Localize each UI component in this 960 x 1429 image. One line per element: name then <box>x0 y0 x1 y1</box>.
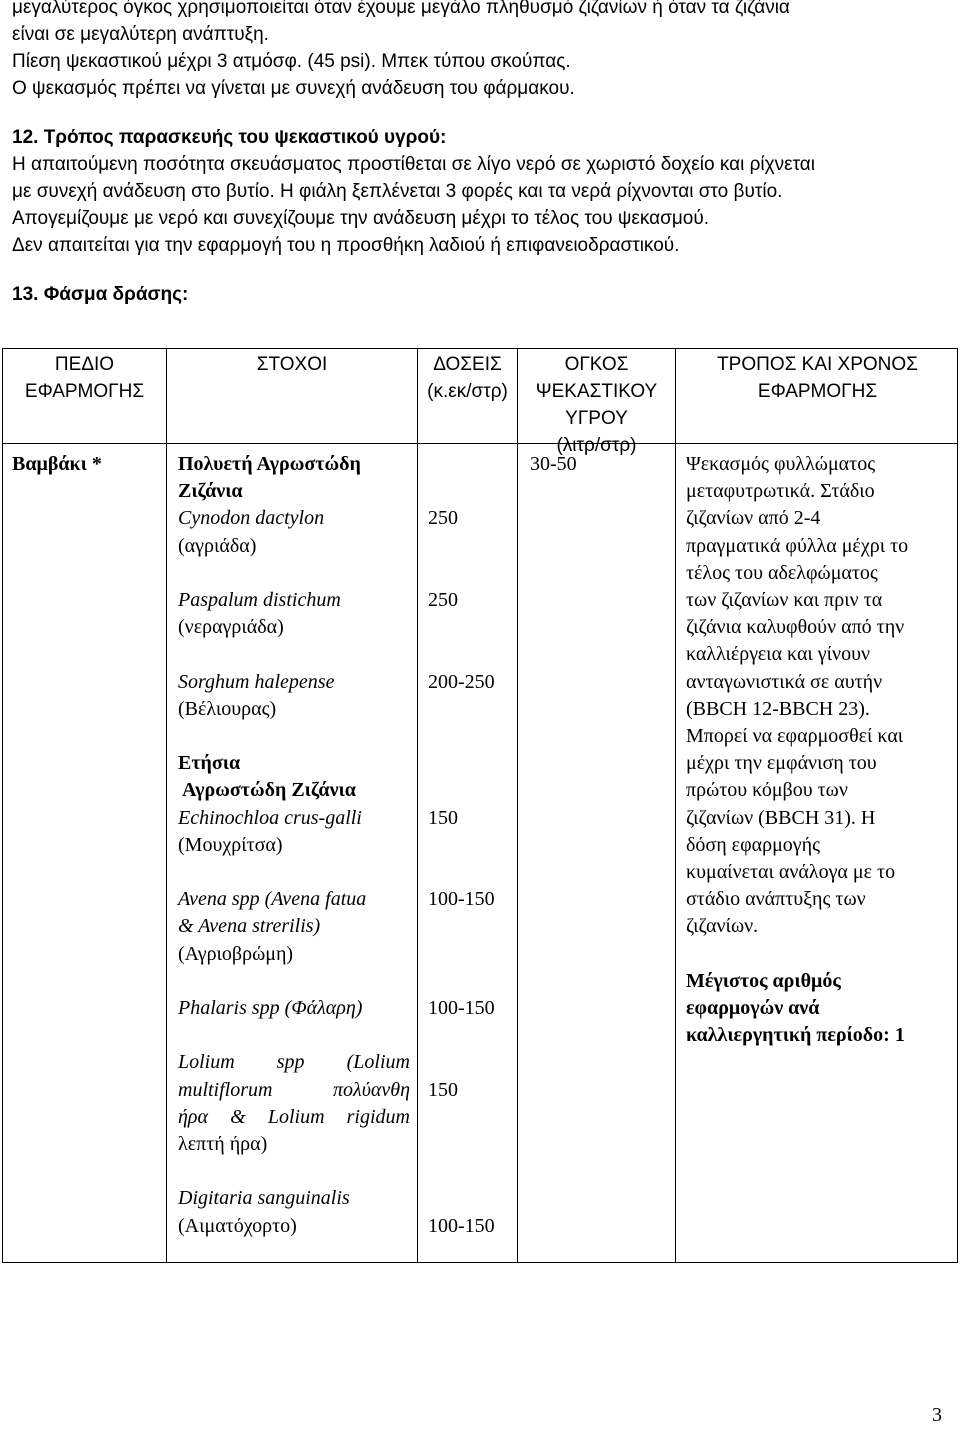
crop-name: Βαμβάκι * <box>12 453 102 475</box>
targets-list <box>178 451 410 1240</box>
section-12-line: Η απαιτούμενη ποσότητα σκευάσματος προστίθεται σε λίγο νερό σε χωριστό δοχείο και ρίχνεται <box>12 154 816 175</box>
weed-entry: Digitaria sanguinalis (Αιματόχορτο) <box>178 1187 350 1237</box>
header-targets: ΣΤΟΧΟΙ <box>256 354 328 375</box>
header-field: ΠΕΔΙΟ ΕΦΑΡΜΟΓΗΣ <box>24 354 145 402</box>
section-13-heading: 13. Φάσμα δράσης: <box>12 284 189 305</box>
section-12-line: με συνεχή ανάδευση στο βυτίο. Η φιάλη ξεπλένεται 3 φορές και τα νερά ρίχνονται στο βυτίο. <box>12 181 783 202</box>
max-applications: Μέγιστος αριθμός εφαρμογών ανά καλλιεργητική περίοδο: 1 <box>686 969 905 1047</box>
intro-line: Ο ψεκασμός πρέπει να γίνεται με συνεχή ανάδευση του φάρμακου. <box>12 78 575 99</box>
dose-value: 250 <box>428 589 458 611</box>
dose-value: 200-250 <box>428 670 495 693</box>
section-12-line: Απογεμίζουμε με νερό και συνεχίζουμε την ανάδευση μέχρι το τέλος του ψεκασμού. <box>12 208 710 229</box>
intro-line: μεγαλύτερος όγκος χρησιμοποιείται όταν έχουμε μεγάλο πληθυσμό ζιζανίων ή όταν τα ζιζάνια <box>12 0 790 18</box>
header-doses: ΔΟΣΕΙΣ (κ.εκ/στρ) <box>427 354 508 402</box>
dose-value: 250 <box>428 507 458 530</box>
weed-entry: Echinochloa crus-galli (Μουχρίτσα) <box>178 806 362 856</box>
section-12-heading: 12. Τρόπος παρασκευής του ψεκαστικού υγρού: <box>12 127 447 148</box>
dose-value: 100-150 <box>428 997 495 1019</box>
header-method: ΤΡΟΠΟΣ ΚΑΙ ΧΡΟΝΟΣ ΕΦΑΡΜΟΓΗΣ <box>717 354 918 402</box>
section-12-line: Δεν απαιτείται για την εφαρμογή του η προσθήκη λαδιού ή επιφανειοδραστικού. <box>12 235 680 256</box>
weed-entry: Phalaris spp (Φάλαρη) <box>178 996 363 1019</box>
doses-list <box>428 451 516 1251</box>
annual-heading: Ετήσια Αγρωστώδη Ζιζάνια <box>178 752 356 802</box>
intro-line: Πίεση ψεκαστικού μέχρι 3 ατμόσφ. (45 psi). Μπεκ τύπου σκούπας. <box>12 51 571 72</box>
weed-entry: Lolium spp (Lolium multiflorum πολύανθη ήρα & Lolium rigidum λεπτή ήρα) <box>178 1051 410 1155</box>
weed-entry: Cynodon dactylon (αγριάδα) <box>178 507 325 557</box>
page-number: 3 <box>932 1404 942 1426</box>
intro-text <box>12 0 952 308</box>
dose-value: 150 <box>428 806 458 829</box>
weed-entry: Sorghum halepense (Βέλιουρας) <box>178 670 335 720</box>
method-text: Ψεκασμός φυλλώματος μεταφυτρωτικά. Στάδιο ζιζανίων από 2-4 πραγματικά φύλλα μέχρι το τέλος του αδελφώματος των ζιζανίων και πριν τα ζιζάνια καλυφθούν από την καλλιέργεια και γίνουν ανταγωνιστικά σε αυτήν (BBCH 12-BBCH 23). Μπορεί να εφαρμοσθεί και μέχρι την εμφάνιση του πρώτου κόμβου των ζιζανίων (BBCH 31). Η δόση εφαρμογής κυμαίνεται ανάλογα με το στάδιο ανάπτυξης των ζιζανίων. Μέγιστος αριθμός εφαρμογών ανά καλλιεργητική περίοδο: 1 <box>686 451 954 1049</box>
dose-value: 150 <box>428 1078 458 1101</box>
spectrum-table <box>2 348 958 1263</box>
intro-line: είναι σε μεγαλύτερη ανάπτυξη. <box>12 24 269 45</box>
volume-value: 30-50 <box>530 453 577 475</box>
header-volume: ΟΓΚΟΣ ΨΕΚΑΣΤΙΚΟΥ ΥΓΡΟΥ (λιτρ/στρ) <box>535 354 658 456</box>
weed-entry: Paspalum distichum (νεραγριάδα) <box>178 589 341 639</box>
perennial-heading: Πολυετή Αγρωστώδη Ζιζάνια <box>178 453 361 503</box>
dose-value: 100-150 <box>428 888 495 911</box>
dose-value: 100-150 <box>428 1214 495 1237</box>
weed-entry: Avena spp (Avena fatua & Avena strerilis) (Αγριοβρώμη) <box>178 888 367 965</box>
